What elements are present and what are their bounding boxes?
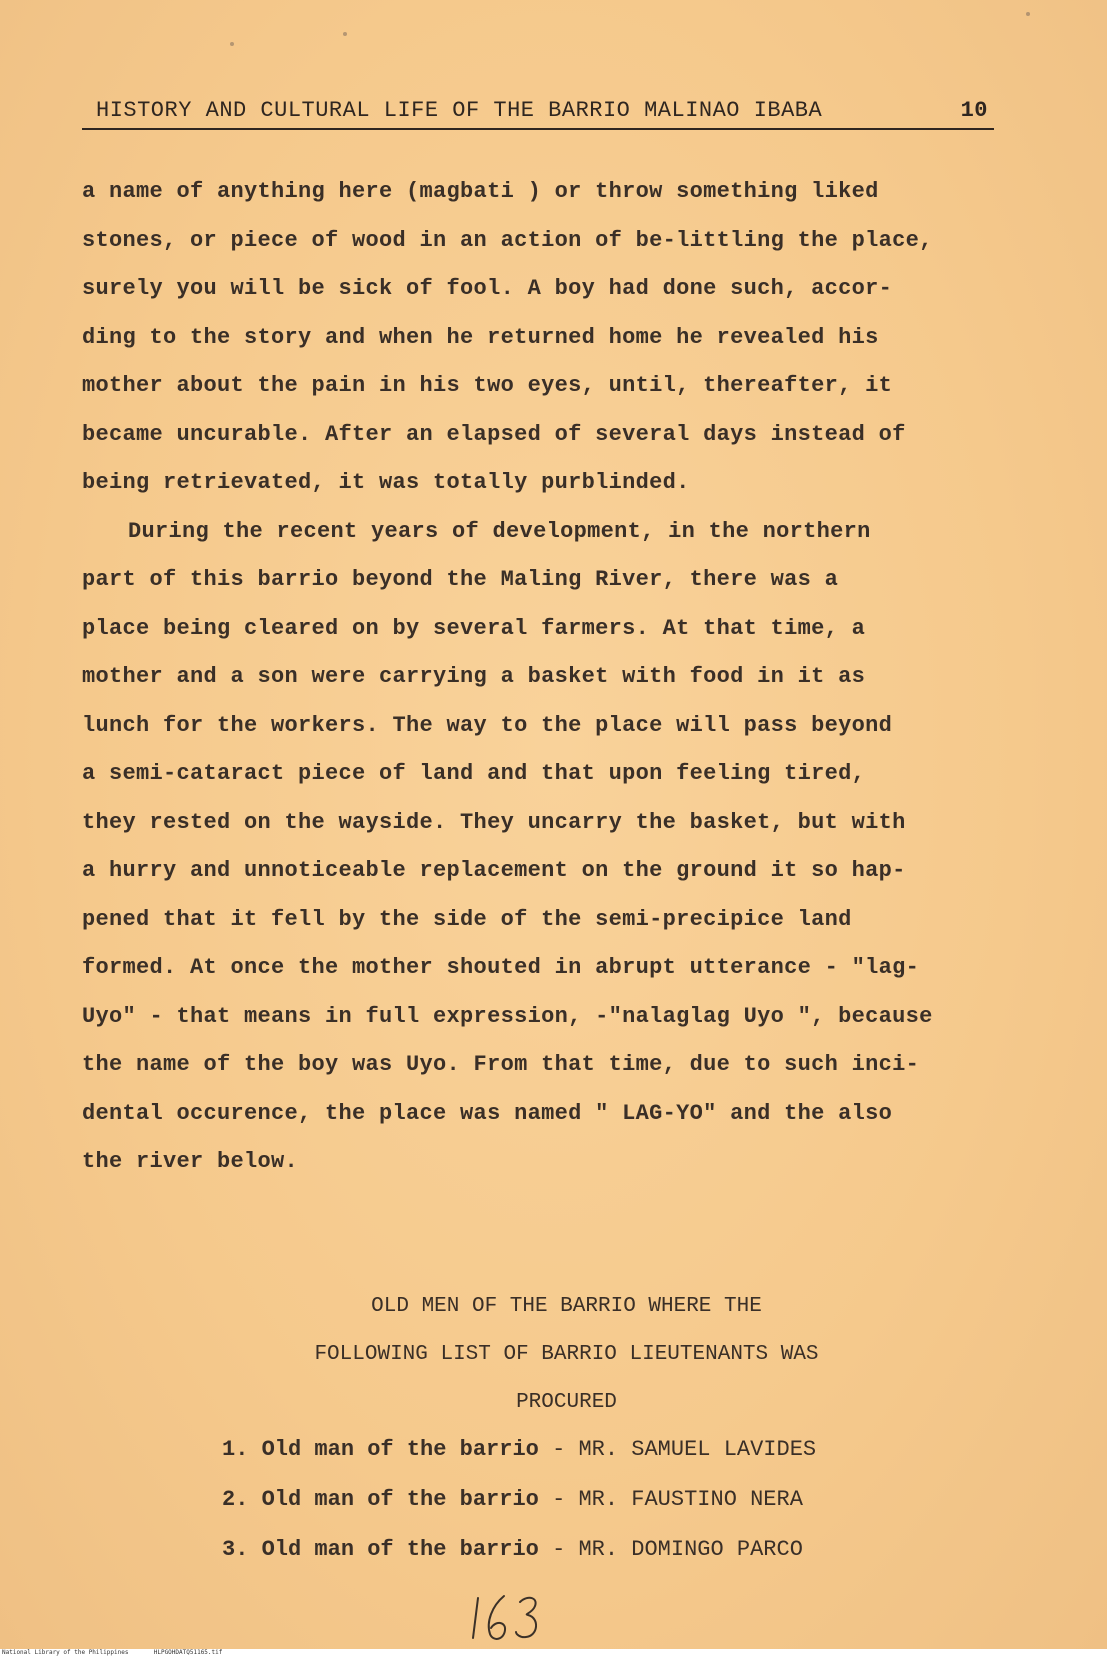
body-line: During the recent years of development, in the northern [128,518,871,544]
list-label: Old man of the barrio [261,1487,539,1512]
body-line: formed. At once the mother shouted in abrupt utterance - "lag- [82,955,920,980]
body-text [82,168,1032,1187]
body-line: pened that it fell by the side of the semi-precipice land [82,906,852,932]
body-line: mother and a son were carrying a basket with food in it as [82,664,866,689]
header-page-number: 10 [960,98,988,123]
list-name: MR. SAMUEL LAVIDES [578,1437,817,1462]
old-men-list [222,1425,816,1575]
old-men-heading [0,1283,1107,1427]
list-item [222,1425,816,1475]
paper-speck [230,42,234,46]
body-line: stones, or piece of wood in an action of be-littling the place, [82,227,933,253]
body-line: a semi-cataract piece of land and that upon feeling tired, [82,761,866,786]
heading-line: FOLLOWING LIST OF BARRIO LIEUTENANTS WAS [314,1343,819,1366]
body-line: surely you will be sick of fool. A boy had done such, accor- [82,276,893,301]
page-header [82,98,994,130]
list-dash: - [552,1537,566,1562]
list-label: Old man of the barrio [261,1437,539,1462]
list-item [222,1525,816,1575]
heading-line: OLD MEN OF THE BARRIO WHERE THE [371,1295,762,1318]
list-dash: - [552,1487,566,1512]
body-line: lunch for the workers. The way to the place will pass beyond [82,712,893,738]
header-title: HISTORY AND CULTURAL LIFE OF THE BARRIO MALINAO IBABA [96,98,823,123]
paper-speck [1026,12,1030,16]
paper-speck [343,32,347,36]
body-line: the river below. [82,1149,299,1174]
list-number: 2. [222,1487,249,1512]
body-line: dental occurence, the place was named " LAG-YO" and the also [82,1100,893,1126]
body-line: being retrievated, it was totally purblinded. [82,470,690,495]
list-dash: - [552,1437,566,1462]
body-line: the name of the boy was Uyo. From that time, due to such inci- [82,1052,920,1077]
body-line: place being cleared on by several farmers. At that time, a [82,615,866,641]
body-line: ding to the story and when he returned home he revealed his [82,324,879,350]
list-label: Old man of the barrio [261,1537,539,1562]
handwritten-page-number [470,1592,550,1644]
footer-library: National Library of the Philippines [2,1649,129,1656]
body-line: a hurry and unnoticeable replacement on the ground it so hap- [82,858,906,883]
list-number: 1. [222,1437,249,1462]
list-number: 3. [222,1537,249,1562]
list-name: MR. DOMINGO PARCO [578,1537,803,1562]
body-line: they rested on the wayside. They uncarry the basket, but with [82,809,906,835]
body-line: part of this barrio beyond the Maling River, there was a [82,567,839,592]
body-line: became uncurable. After an elapsed of several days instead of [82,421,906,447]
heading-line: PROCURED [516,1391,617,1414]
list-item [222,1475,816,1525]
body-line: a name of anything here (magbati ) or throw something liked [82,179,879,204]
body-line: Uyo" - that means in full expression, -"nalaglag Uyo ", because [82,1003,933,1029]
scan-footer [2,1649,222,1657]
body-line: mother about the pain in his two eyes, until, thereafter, it [82,373,893,398]
footer-file: HLPGOHDATQ51165.tif [153,1649,223,1656]
list-name: MR. FAUSTINO NERA [578,1487,803,1512]
